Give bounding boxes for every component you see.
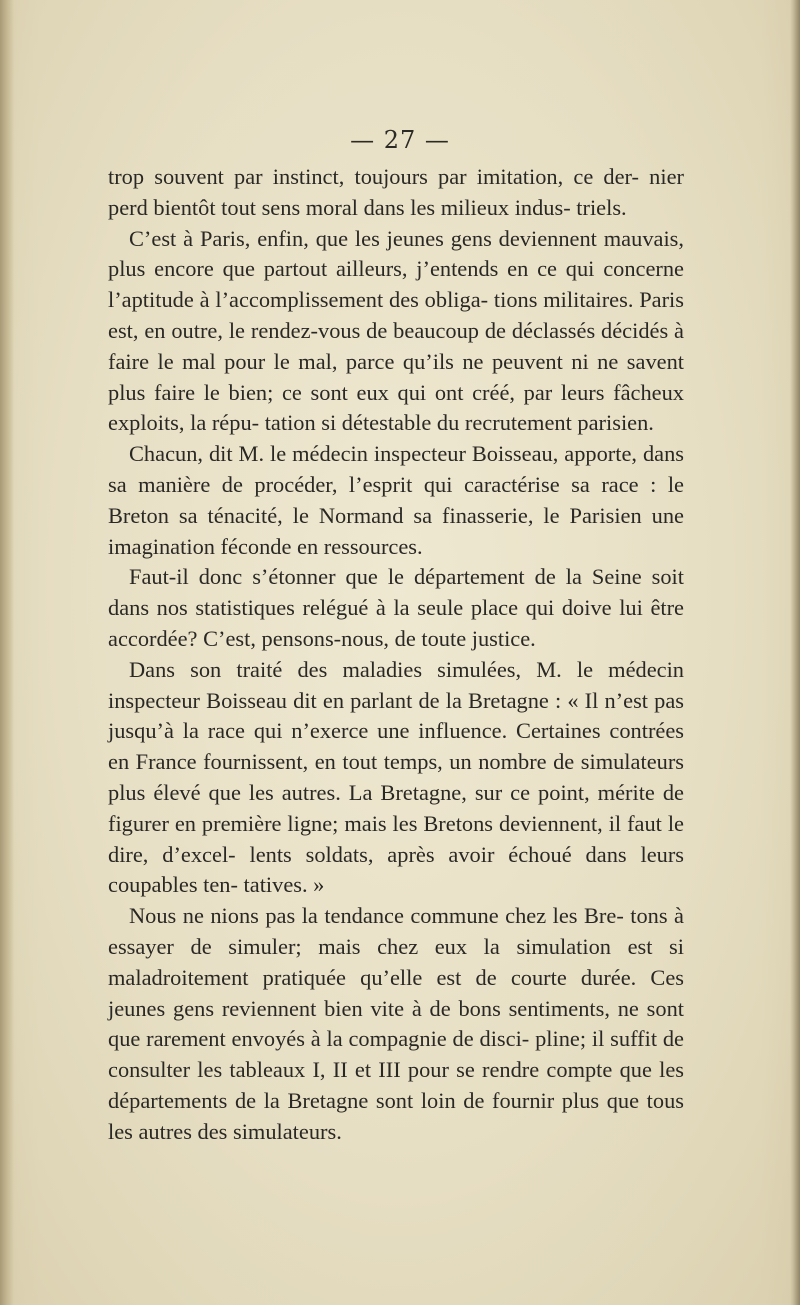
body-text [108, 162, 684, 1148]
paragraph-2: C’est à Paris, enfin, que les jeunes gens deviennent mauvais, plus encore que partout ailleurs, j’entends en ce qui concerne l’aptitude à l’accomplissement des obliga- tions militaires. Paris est, en outre, le rendez-vous de beaucoup de déclassés décidés à faire le mal pour le mal, parce qu’ils ne peuvent ni ne savent plus faire le bien; ce sont eux qui ont créé, par leurs fâcheux exploits, la répu- tation si détestable du recrutement parisien. [108, 225, 684, 436]
page-right-edge [790, 0, 800, 1305]
page-number: — 27 — [350, 126, 450, 154]
paragraph-6: Nous ne nions pas la tendance commune chez les Bre- tons à essayer de simuler; mais chez eux la simulation est si maladroitement pratiquée qu’elle est de courte durée. Ces jeunes gens reviennent bien vite à de bons sentiments, ne sont que rarement envoyés à la compagnie de disci- pline; il suffit de consulter les tableaux I, II et III pour se rendre compte que les départements de la Bretagne sont loin de fournir plus que tous les autres des simulateurs. [108, 903, 684, 1144]
paragraph-3: Chacun, dit M. le médecin inspecteur Boisseau, apporte, dans sa manière de procéder, l’esprit qui caractérise sa race : le Breton sa ténacité, le Normand sa finasserie, le Parisien une imagination féconde en ressources. [108, 441, 684, 559]
page-left-edge [0, 0, 14, 1305]
paragraph-4: Faut-il donc s’étonner que le département de la Seine soit dans nos statistiques relégué à la seule place qui doive lui être accordée? C’est, pensons-nous, de toute justice. [108, 564, 684, 651]
paragraph-1: trop souvent par instinct, toujours par imitation, ce der- nier perd bientôt tout sens moral dans les milieux indus- triels. [108, 164, 684, 220]
paragraph-5: Dans son traité des maladies simulées, M. le médecin inspecteur Boisseau dit en parlant de la Bretagne : « Il n’est pas jusqu’à la race qui n’exerce une influence. Certaines contrées en France fournissent, en tout temps, un nombre de simulateurs plus élevé que les autres. La Bretagne, sur ce point, mérite de figurer en première ligne; mais les Bretons deviennent, il faut le dire, d’excel- lents soldats, après avoir échoué dans leurs coupables ten- tatives. » [108, 656, 684, 898]
